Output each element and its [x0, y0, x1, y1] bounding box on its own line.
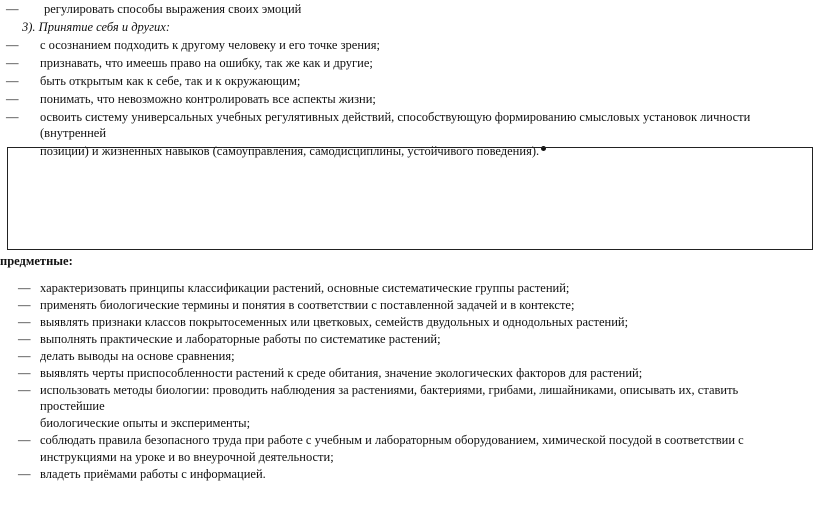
item-text: выявлять черты приспособленности растений к среде обитания, значение экологических факторов для растений;: [40, 366, 643, 380]
dash-marker: —: [18, 433, 31, 447]
list-item: [0, 314, 816, 330]
item-text: быть открытым как к себе, так и к окружающим;: [40, 74, 301, 88]
item-text: понимать, что невозможно контролировать все аспекты жизни;: [40, 92, 376, 106]
dash-marker: —: [18, 281, 31, 295]
section-heading-acceptance: 3). Принятие себя и других:: [22, 20, 170, 34]
dash-marker: —: [6, 2, 19, 16]
item-text: применять биологические термины и понятия в соответствии с поставленной задачей и в контексте;: [40, 298, 575, 312]
item-text-line-1: освоить систему универсальных учебных регулятивных действий, способствующую формированию смысловых установок личности (внутренней: [40, 110, 751, 140]
dash-marker: —: [18, 349, 31, 363]
item-text: признавать, что имеешь право на ошибку, так же как и другие;: [40, 56, 373, 70]
dash-marker: —: [6, 56, 19, 70]
list-item: [0, 280, 816, 296]
list-item: [0, 365, 816, 381]
list-item: [0, 73, 816, 89]
list-item: [0, 37, 816, 53]
subject-list: [0, 280, 816, 482]
item-text-line-1: использовать методы биологии: проводить наблюдения за растениями, бактериями, грибами, лишайниками, описывать их, ставить простейшие: [40, 383, 739, 413]
item-text: делать выводы на основе сравнения;: [40, 349, 235, 363]
item-text: выявлять признаки классов покрытосеменных или цветковых, семейств двудольных и однодольных растений;: [40, 315, 629, 329]
dash-marker: —: [18, 332, 31, 346]
item-text-line-1: соблюдать правила безопасного труда при работе с учебным и лабораторным оборудованием, химической посудой в соответствии с: [40, 433, 744, 447]
list-item: [0, 382, 816, 431]
list-item: [0, 466, 816, 482]
item-text: выполнять практические и лабораторные работы по систематике растений;: [40, 332, 441, 346]
list-item: [0, 297, 816, 313]
list-item: [0, 55, 816, 71]
dash-marker: —: [6, 74, 19, 88]
list-item: [0, 331, 816, 347]
dash-marker: —: [6, 38, 19, 52]
dash-marker: —: [18, 366, 31, 380]
dash-marker: —: [18, 383, 31, 397]
dash-marker: —: [6, 92, 19, 106]
empty-frame: [7, 147, 813, 250]
dash-marker: —: [18, 467, 31, 481]
list-item: [0, 1, 816, 17]
item-text: владеть приёмами работы с информацией.: [40, 467, 266, 481]
dash-marker: —: [6, 110, 19, 124]
item-text: регулировать способы выражения своих эмоций: [44, 2, 302, 16]
top-list: [0, 1, 816, 159]
dash-marker: —: [18, 315, 31, 329]
item-text-line-2: инструкциями на уроке и во внеурочной деятельности;: [40, 450, 334, 464]
list-item: [0, 432, 816, 465]
item-text: характеризовать принципы классификации растений, основные систематические группы растений;: [40, 281, 570, 295]
item-text-line-2: биологические опыты и эксперименты;: [40, 416, 251, 430]
section-title-subject: предметные:: [0, 254, 73, 268]
dash-marker: —: [18, 298, 31, 312]
item-text-line-2: позиции) и жизненных навыков (самоуправления, самодисциплины, устойчивого поведения).: [40, 144, 540, 158]
list-item: [0, 91, 816, 107]
list-item: [0, 348, 816, 364]
item-text: с осознанием подходить к другому человеку и его точке зрения;: [40, 38, 380, 52]
